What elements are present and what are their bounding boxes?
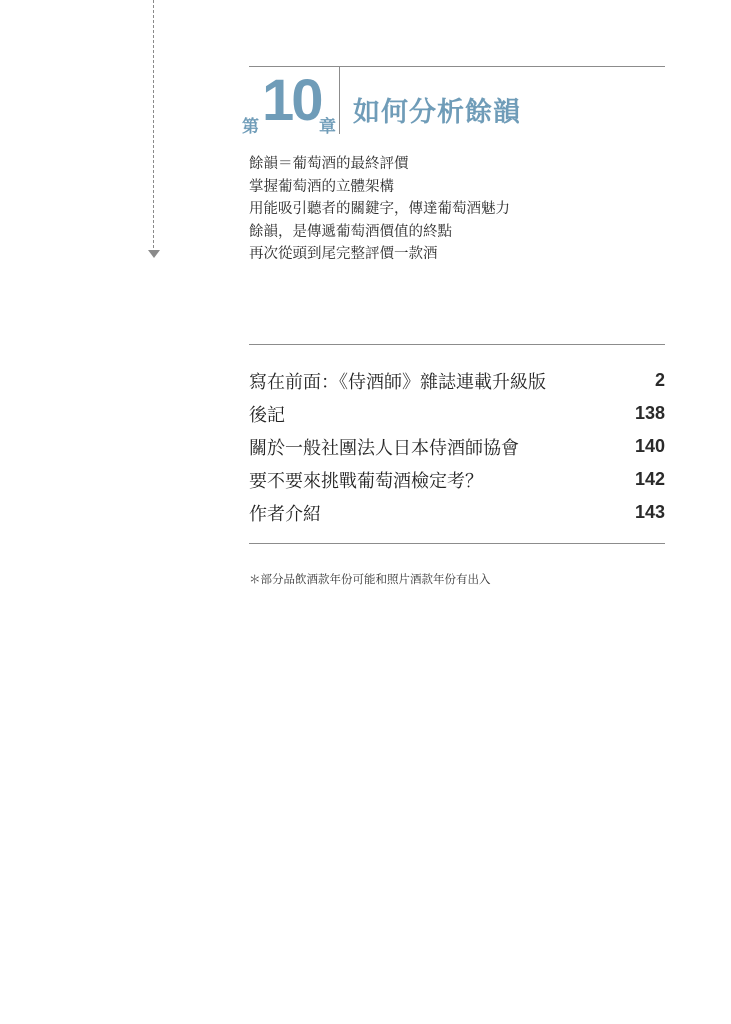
toc-entry-title: 要不要來挑戰葡萄酒檢定考？ xyxy=(249,470,483,492)
toc-entry-page: 142 xyxy=(634,469,665,489)
chapter-separator xyxy=(339,66,340,134)
footnote: ＊部分品飲酒款年份可能和照片酒款年份有出入 xyxy=(249,572,491,586)
chapter-prefix: 第 xyxy=(242,117,259,137)
bottom-divider xyxy=(249,543,665,544)
topic-item: 用能吸引聽者的關鍵字，傳達葡萄酒魅力 xyxy=(249,201,510,217)
toc-entry[interactable] xyxy=(249,430,665,463)
toc-entry-page: 138 xyxy=(634,403,665,423)
chapter-topics-list xyxy=(249,153,510,266)
middle-divider xyxy=(249,344,665,345)
toc-entry-page: 143 xyxy=(634,502,665,522)
topic-item: 餘韻，是傳遞葡萄酒價值的終點 xyxy=(249,223,452,240)
table-of-contents xyxy=(249,364,665,529)
toc-entry[interactable] xyxy=(249,364,665,397)
toc-entry[interactable] xyxy=(249,397,665,430)
chapter-title: 如何分析餘韻 xyxy=(353,97,521,128)
toc-entry-title: 作者介紹 xyxy=(249,503,321,525)
toc-entry-title: 關於一般社團法人日本侍酒師協會 xyxy=(249,437,519,459)
topic-item: 餘韻＝葡萄酒的最終評價 xyxy=(249,156,409,172)
toc-entry[interactable] xyxy=(249,463,665,496)
toc-entry-title: 後記 xyxy=(249,404,285,426)
chapter-heading xyxy=(240,66,670,136)
toc-entry-page: 2 xyxy=(654,370,665,390)
topic-item: 掌握葡萄酒的立體架構 xyxy=(249,178,394,195)
toc-entry[interactable] xyxy=(249,496,665,529)
arrow-down-icon xyxy=(148,250,160,258)
chapter-suffix: 章 xyxy=(319,117,336,137)
topic-item: 再次從頭到尾完整評價一款酒 xyxy=(249,246,438,262)
toc-entry-page: 140 xyxy=(634,436,665,456)
chapter-number: 10 xyxy=(262,68,321,133)
dashed-guide-line xyxy=(153,0,154,248)
toc-entry-title: 寫在前面：《侍酒師》雜誌連載升級版 xyxy=(249,371,546,393)
